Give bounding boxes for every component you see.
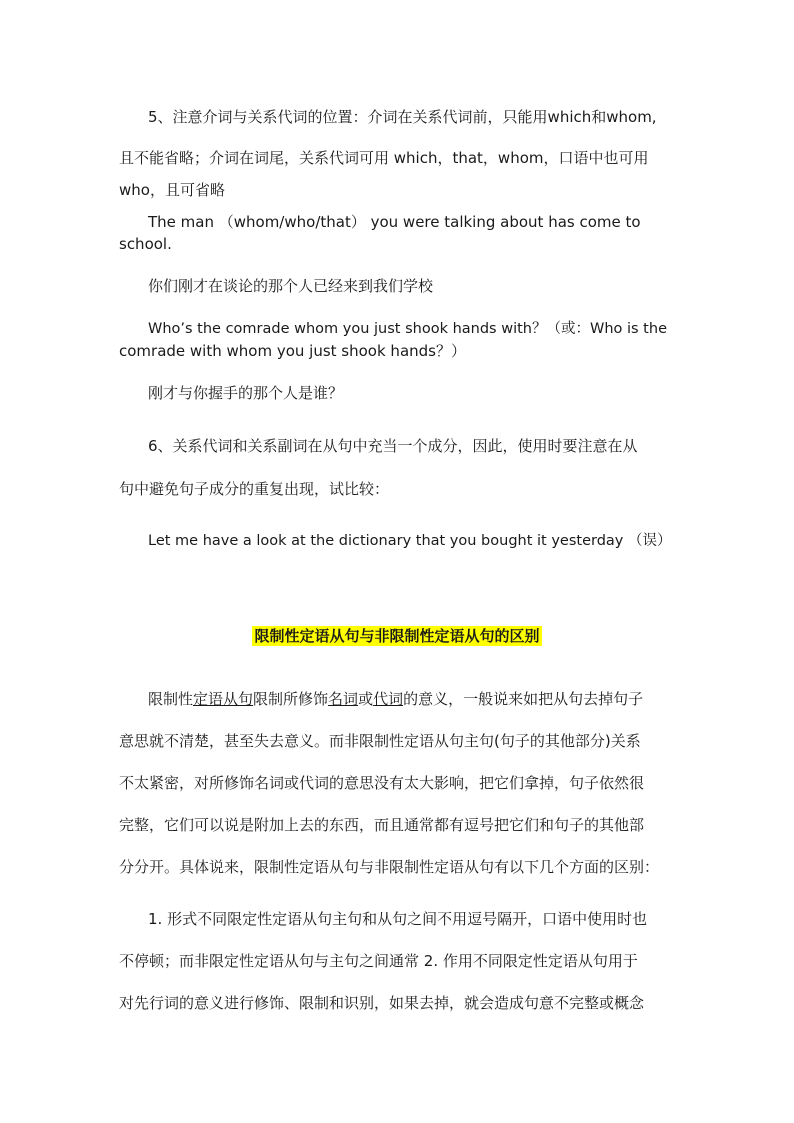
points-line-1: 1. 形式不同限定性定语从句主句和从句之间不用逗号隔开，口语中使用时也 [148, 910, 648, 928]
section6-line-2: 句中避免句子成分的重复出现，试比较： [119, 480, 390, 498]
paragraph-text: 限制所修饰 [253, 690, 329, 708]
example2-line-2: comrade with whom you just shook hands？） [119, 342, 466, 360]
section5-line-1: 5、注意介词与关系代词的位置：介词在关系代词前，只能用which和whom, [148, 108, 657, 126]
paragraph-text: 的意义，一般说来如把从句去掉句子 [403, 690, 644, 708]
section6-example: Let me have a look at the dictionary that you bought it yesterday （误） [148, 533, 672, 549]
points-line-3: 对先行词的意义进行修饰、限制和识别，如果去掉，就会造成句意不完整或概念 [119, 994, 645, 1012]
paragraph-text: 或 [358, 690, 374, 708]
heading-highlight: 限制性定语从句与非限制性定语从句的区别 [254, 627, 540, 645]
paragraph-line-3: 不太紧密，对所修饰名词或代词的意思没有太大影响，把它们拿掉，句子依然很 [119, 774, 645, 792]
link-definite-clause[interactable]: 定语从句 [193, 690, 254, 708]
link-pronoun[interactable]: 代词 [373, 690, 404, 708]
section5-line-3: who，且可省略 [119, 181, 225, 199]
paragraph-line-5: 分分开。具体说来，限制性定语从句与非限制性定语从句有以下几个方面的区别： [119, 858, 660, 876]
link-noun[interactable]: 名词 [328, 690, 359, 708]
example1-line-1: The man （whom/who/that） you were talking about has come to [148, 213, 641, 231]
paragraph-line-4: 完整，它们可以说是附加上去的东西，而且通常都有逗号把它们和句子的其他部 [119, 816, 645, 834]
example2-line-1: Who’s the comrade whom you just shook hands with？（或：Who is the [148, 321, 667, 337]
section5-line-2: 且不能省略；介词在词尾，关系代词可用 which，that，whom，口语中也可用 [119, 149, 649, 167]
paragraph-text: 限制性 [148, 690, 194, 708]
translation-1: 你们刚才在谈论的那个人已经来到我们学校 [148, 277, 434, 295]
points-line-2: 不停顿；而非限定性定语从句与主句之间通常 2. 作用不同限定性定语从句用于 [119, 952, 638, 970]
section6-line-1: 6、关系代词和关系副词在从句中充当一个成分，因此，使用时要注意在从 [148, 437, 638, 455]
paragraph-line-1 [148, 689, 643, 709]
section-heading [0, 626, 794, 646]
paragraph-line-2: 意思就不清楚，甚至失去意义。而非限制性定语从句主句(句子的其他部分)关系 [119, 732, 641, 750]
example1-line-2: school. [119, 235, 172, 253]
translation-2: 刚才与你握手的那个人是谁？ [148, 384, 344, 402]
